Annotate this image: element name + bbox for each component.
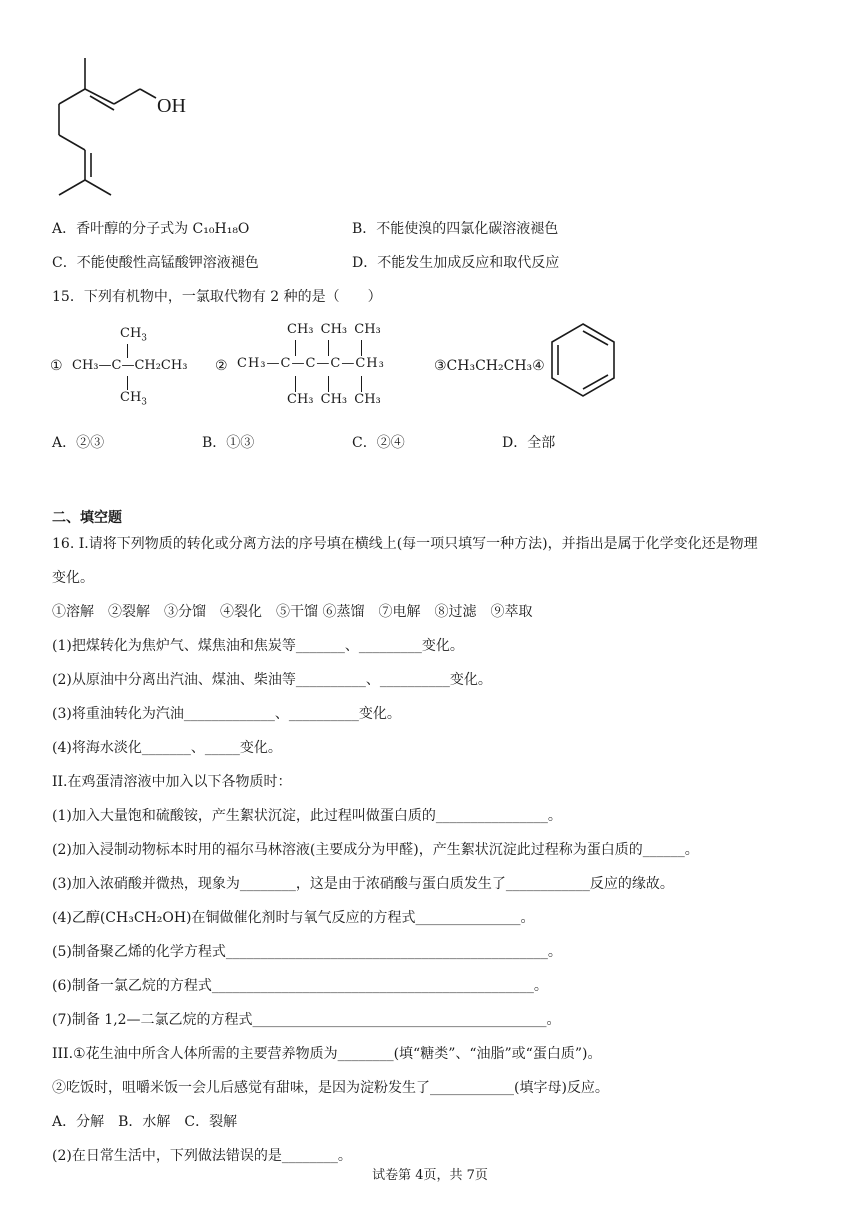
molecule-1-bond-up <box>127 344 128 358</box>
q16-ii-6: (6)制备一氯乙烷的方程式______________________________________________。 <box>52 978 548 994</box>
q16-ii-1: (1)加入大量饱和硫酸铵，产生絮状沉淀，此过程叫做蛋白质的________________。 <box>52 808 562 824</box>
q15-option-b: B．①③ <box>202 435 255 451</box>
q16-ii-4: (4)乙醇(CH₃CH₂OH)在铜做催化剂时与氧气反应的方程式_______________。 <box>52 910 535 926</box>
q16-part-2: (2)从原油中分离出汽油、煤油、柴油等__________、__________变化。 <box>52 672 492 688</box>
molecule-1-top-group: $CH_3$ <box>120 326 148 344</box>
molecule-1-bond-down <box>127 376 128 390</box>
molecule-1-index: ① <box>50 358 63 374</box>
q15-molecule-1 <box>50 322 210 412</box>
q16-part-1: (1)把煤转化为焦炉气、煤焦油和焦炭等_______、_________变化。 <box>52 638 464 654</box>
q16-iii-1: III.①花生油中所含人体所需的主要营养物质为________(填“糖类”、“油脂”或“蛋白质”)。 <box>52 1046 602 1062</box>
q16-iii-options: A．分解 B．水解 C．裂解 <box>52 1114 238 1130</box>
q16-methods: ①溶解 ②裂解 ③分馏 ④裂化 ⑤干馏 ⑥蒸馏 ⑦电解 ⑧过滤 ⑨萃取 <box>52 604 533 620</box>
molecule-2-bond-down-3 <box>361 376 362 392</box>
molecule-2-bond-up-3 <box>361 340 362 356</box>
page-footer: 试卷第 4页，共 7页 <box>372 1168 488 1183</box>
q15-option-d: D．全部 <box>502 435 556 451</box>
q16-intro-1: 16. I.请将下列物质的转化或分离方法的序号填在横线上(每一项只填写一种方法)，并指出是属于化学变化还是物理 <box>52 536 758 552</box>
molecule-1-bottom-group: $CH_3$ <box>120 390 148 408</box>
q14-option-d: D．不能发生加成反应和取代反应 <box>352 255 560 271</box>
molecule-2-bond-up-2 <box>328 340 329 356</box>
q15-molecule-2 <box>215 320 430 415</box>
molecule-2-bottom-groups: CH₃ CH₃ CH₃ <box>287 392 381 407</box>
molecule-2-index: ② <box>215 358 228 374</box>
section-heading: 二、填空题 <box>52 510 122 526</box>
q16-ii-7: (7)制备 1,2—二氯乙烷的方程式__________________________________________。 <box>52 1012 561 1028</box>
q14-option-b: B．不能使溴的四氯化碳溶液褪色 <box>352 221 559 237</box>
q16-iii-3: (2)在日常生活中，下列做法错误的是________。 <box>52 1148 352 1164</box>
q16-intro-2: 变化。 <box>52 570 94 586</box>
molecule-2-bond-down-2 <box>328 376 329 392</box>
molecule-2-bond-up-1 <box>295 340 296 356</box>
hydroxyl-label: OH <box>157 95 186 117</box>
q15-option-a: A．②③ <box>52 435 105 451</box>
q15-option-c: C．②④ <box>352 435 405 451</box>
q14-option-c: C．不能使酸性高锰酸钾溶液褪色 <box>52 255 259 271</box>
q16-part-4: (4)将海水淡化_______、_____变化。 <box>52 740 282 756</box>
q14-option-a: A．香叶醇的分子式为 C₁₀H₁₈O <box>52 221 250 237</box>
q15-molecule-3-4: ③CH₃CH₂CH₃④ <box>434 358 545 374</box>
q16-ii-2: (2)加入浸制动物标本时用的福尔马林溶液(主要成分为甲醛)，产生絮状沉淀此过程称为蛋白质的______。 <box>52 842 699 858</box>
molecule-2-bond-down-1 <box>295 376 296 392</box>
molecule-2-main-chain: CH₃—C—C—C—CH₃ <box>237 356 385 371</box>
q16-ii-heading: II.在鸡蛋清溶液中加入以下各物质时： <box>52 774 292 790</box>
geraniol-structure <box>40 50 210 215</box>
molecule-2-top-groups: CH₃ CH₃ CH₃ <box>287 322 381 337</box>
q16-iii-2: ②吃饭时，咀嚼米饭一会儿后感觉有甜味，是因为淀粉发生了____________(填字母)反应。 <box>52 1080 609 1096</box>
molecule-1-main-chain: CH₃—C—CH₂CH₃ <box>72 358 188 373</box>
benzene-ring <box>548 320 618 400</box>
q15-stem: 15．下列有机物中，一氯取代物有 2 种的是（ ） <box>52 289 382 305</box>
q16-ii-3: (3)加入浓硝酸并微热，现象为________，这是由于浓硝酸与蛋白质发生了____________反应的缘故。 <box>52 876 674 892</box>
q16-part-3: (3)将重油转化为汽油_____________、__________变化。 <box>52 706 401 722</box>
q16-ii-5: (5)制备聚乙烯的化学方程式______________________________________________。 <box>52 944 562 960</box>
